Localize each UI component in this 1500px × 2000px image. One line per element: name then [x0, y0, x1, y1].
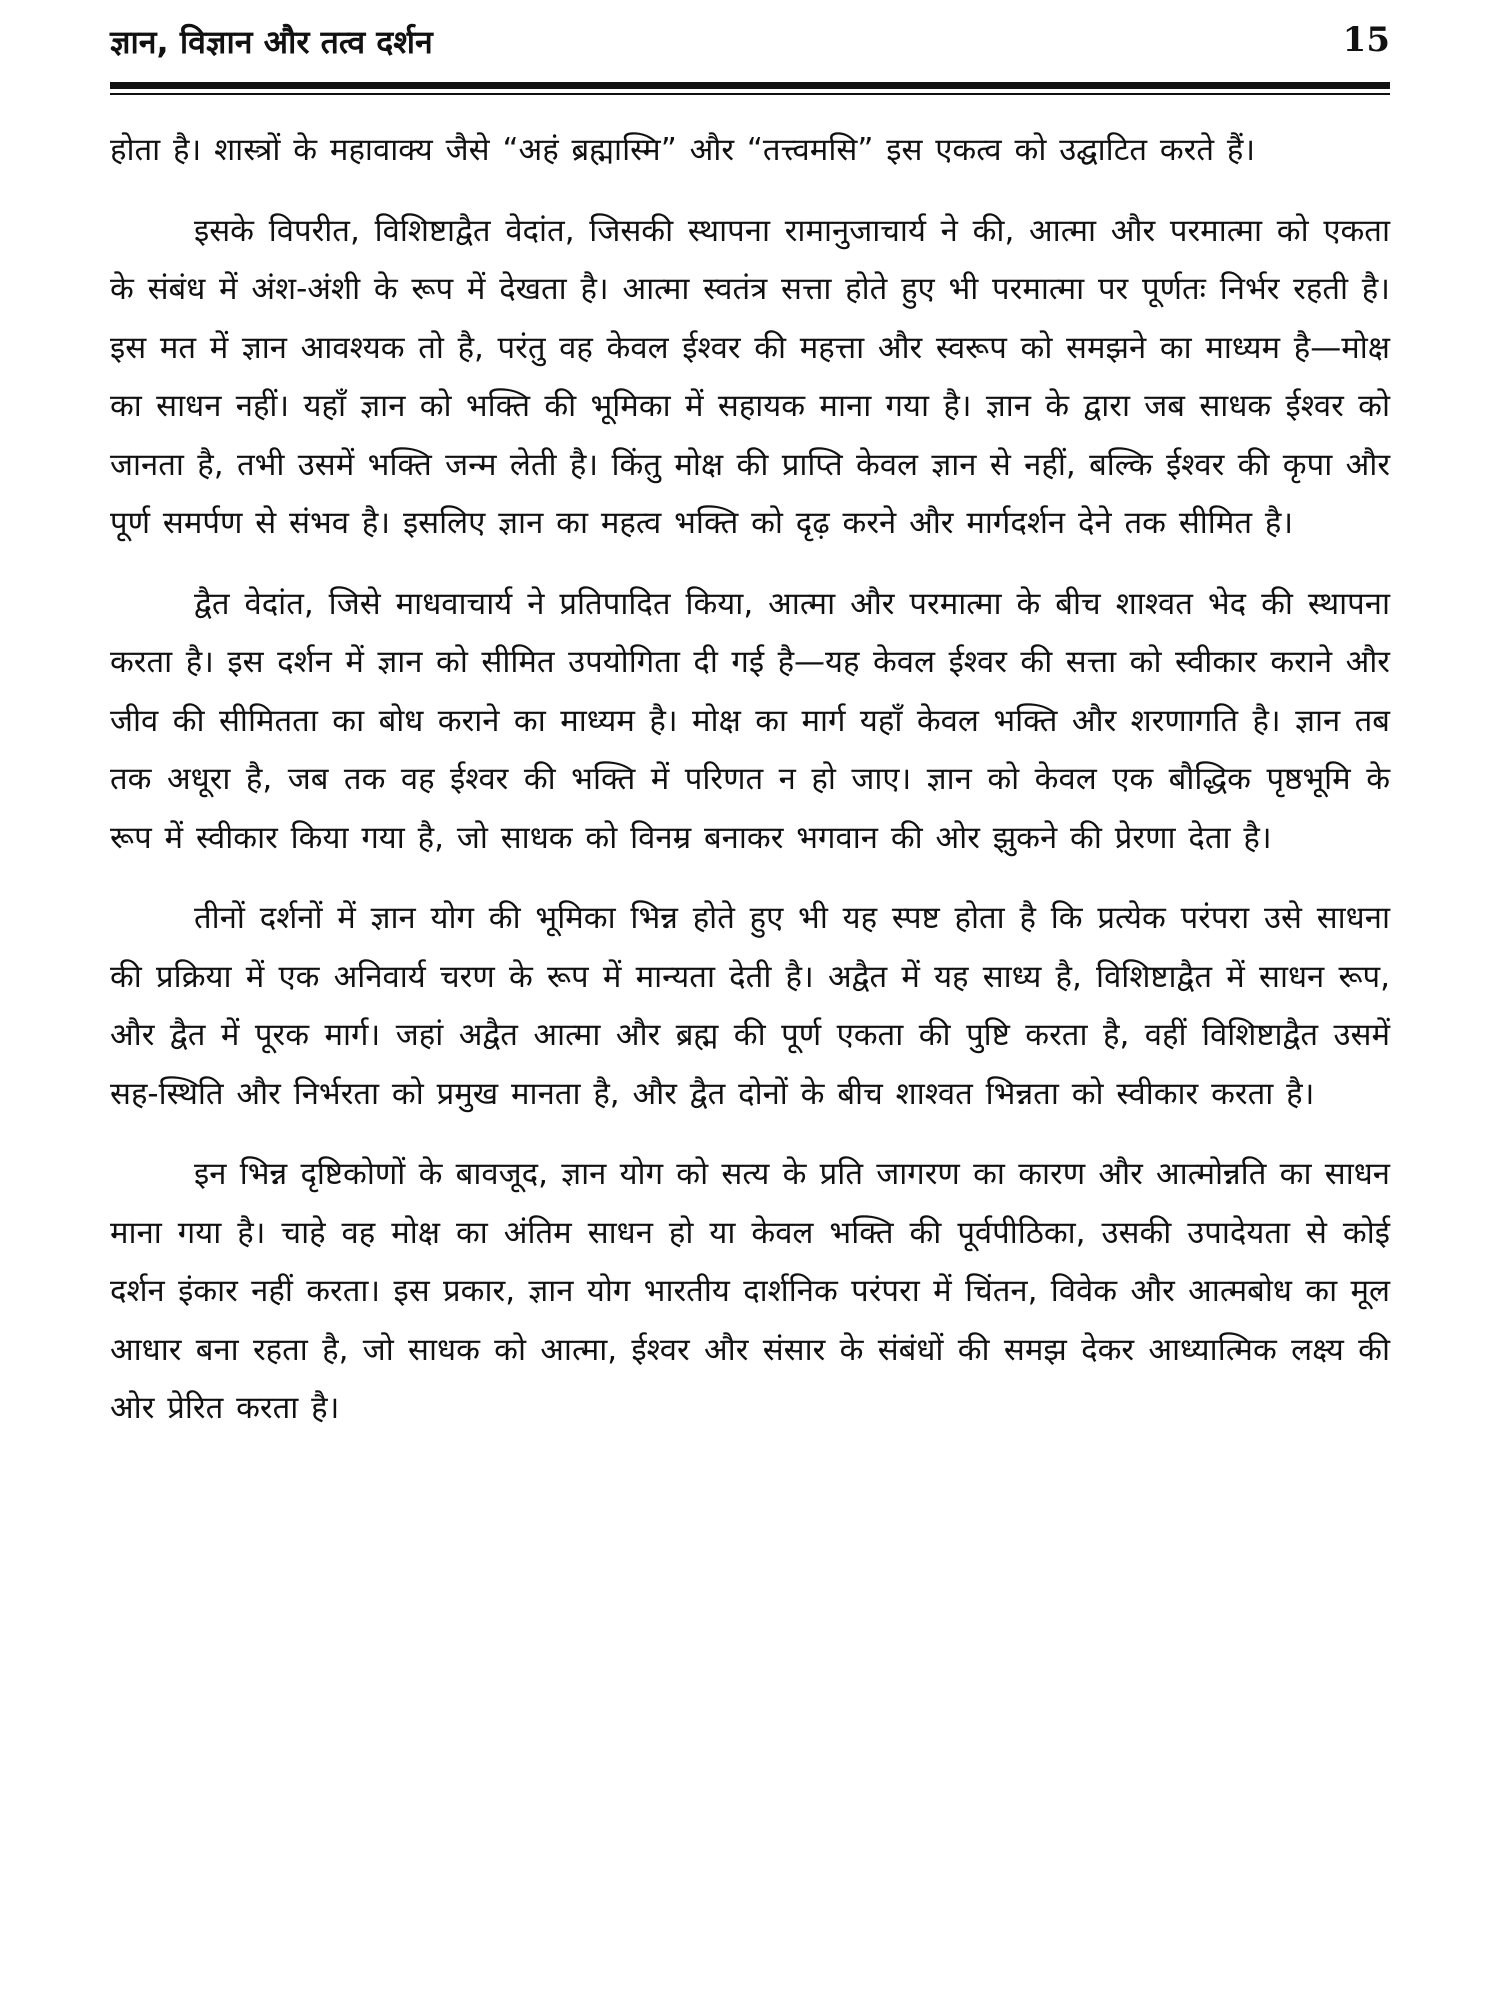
paragraph-three-philosophies: तीनों दर्शनों में ज्ञान योग की भूमिका भिन्न होते हुए भी यह स्पष्ट होता है कि प्रत्येक परंपरा उसे साधना की प्रक्रिया में एक अनिवार्य चरण के रूप में मान्यता देती है। अद्वैत में यह साध्य है, विशिष्टाद्वैत में साधन रूप, और द्वैत में पूरक मार्ग। जहां अद्वैत आत्मा और ब्रह्म की पूर्ण एकता की पुष्टि करता है, वहीं विशिष्टाद्वैत उसमें सह-स्थिति और निर्भरता को प्रमुख मानता है, और द्वैत दोनों के बीच शाश्वत भिन्नता को स्वीकार करता है।: [110, 900, 1390, 1112]
body-text: [110, 121, 1390, 1438]
paragraph-conclusion: इन भिन्न दृष्टिकोणों के बावजूद, ज्ञान योग को सत्य के प्रति जागरण का कारण और आत्मोन्नति का साधन माना गया है। चाहे वह मोक्ष का अंतिम साधन हो या केवल भक्ति की पूर्वपीठिका, उसकी उपादेयता से कोई दर्शन इंकार नहीं करता। इस प्रकार, ज्ञान योग भारतीय दार्शनिक परंपरा में चिंतन, विवेक और आत्मबोध का मूल आधार बना रहता है, जो साधक को आत्मा, ईश्वर और संसार के संबंधों की समझ देकर आध्यात्मिक लक्ष्य की ओर प्रेरित करता है।: [110, 1156, 1390, 1426]
header-rule-thick: [110, 82, 1390, 89]
paragraph-continued: होता है। शास्त्रों के महावाक्य जैसे “अहं ब्रह्मास्मि” और “तत्त्वमसि” इस एकत्व को उद्घाटित करते हैं।: [110, 132, 1256, 168]
page-header: [110, 18, 1390, 68]
header-rule-thin: [110, 93, 1390, 95]
paragraph-dvaita: द्वैत वेदांत, जिसे माधवाचार्य ने प्रतिपादित किया, आत्मा और परमात्मा के बीच शाश्वत भेद की स्थापना करता है। इस दर्शन में ज्ञान को सीमित उपयोगिता दी गई है—यह केवल ईश्वर की सत्ता को स्वीकार कराने और जीव की सीमितता का बोध कराने का माध्यम है। मोक्ष का मार्ग यहाँ केवल भक्ति और शरणागति है। ज्ञान तब तक अधूरा है, जब तक वह ईश्वर की भक्ति में परिणत न हो जाए। ज्ञान को केवल एक बौद्धिक पृष्ठभूमि के रूप में स्वीकार किया गया है, जो साधक को विनम्र बनाकर भगवान की ओर झुकने की प्रेरणा देता है।: [110, 585, 1390, 856]
paragraph-vishishtadvaita: इसके विपरीत, विशिष्टाद्वैत वेदांत, जिसकी स्थापना रामानुजाचार्य ने की, आत्मा और परमात्मा को एकता के संबंध में अंश-अंशी के रूप में देखता है। आत्मा स्वतंत्र सत्ता होते हुए भी परमात्मा पर पूर्णतः निर्भर रहती है। इस मत में ज्ञान आवश्यक तो है, परंतु वह केवल ईश्वर की महत्ता और स्वरूप को समझने का माध्यम है—मोक्ष का साधन नहीं। यहाँ ज्ञान को भक्ति की भूमिका में सहायक माना गया है। ज्ञान के द्वारा जब साधक ईश्वर को जानता है, तभी उसमें भक्ति जन्म लेती है। किंतु मोक्ष की प्राप्ति केवल ज्ञान से नहीं, बल्कि ईश्वर की कृपा और पूर्ण समर्पण से संभव है। इसलिए ज्ञान का महत्व भक्ति को दृढ़ करने और मार्गदर्शन देने तक सीमित है।: [110, 212, 1390, 541]
page-number: 15: [1342, 20, 1390, 60]
running-title: ज्ञान, विज्ञान और तत्व दर्शन: [110, 23, 433, 61]
